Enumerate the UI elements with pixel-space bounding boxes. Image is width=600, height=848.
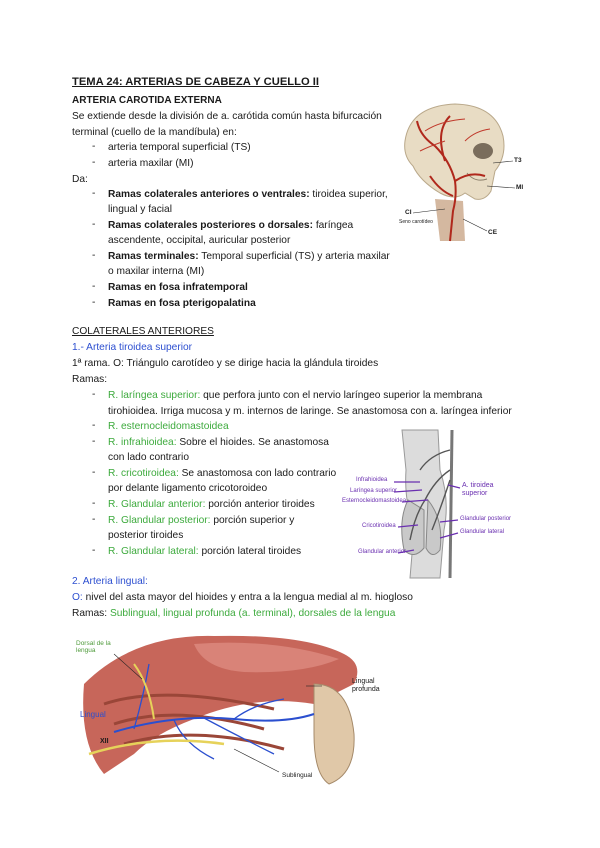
list-item: Ramas en fosa pterigopalatina <box>108 298 256 309</box>
list-bullet: - <box>92 514 96 525</box>
figure-label: MI <box>516 184 524 191</box>
list-item: arteria maxilar (MI) <box>108 158 194 169</box>
list-bullet: - <box>92 389 96 400</box>
list-item: Ramas terminales: Temporal superficial (TS) y arteria maxilar <box>108 251 390 262</box>
list-bullet: - <box>92 498 96 509</box>
list-bullet: - <box>92 436 96 447</box>
figure-label: Lingual <box>80 710 106 719</box>
list-item: R. infrahioidea: Sobre el hioides. Se anastomosa <box>108 437 329 448</box>
list-item: R. Glandular posterior: porción superior y <box>108 515 295 526</box>
tongue-artery-figure <box>74 624 380 788</box>
figure-label: Glandular posterior <box>460 516 512 522</box>
list-item-cont: con lado contrario <box>108 452 189 463</box>
section-heading: ARTERIA CAROTIDA EXTERNA <box>72 95 222 106</box>
list-bullet: - <box>92 141 96 152</box>
list-bullet: - <box>92 157 96 168</box>
list-bullet: - <box>92 188 96 199</box>
list-item: arteria temporal superficial (TS) <box>108 142 251 153</box>
list-bullet: - <box>92 467 96 478</box>
list-item-cont: tirohioidea. Irriga mucosa y m. internos de laringe. Se anastomosa con a. laríngea inferior <box>108 406 512 417</box>
figure-label: Infrahioidea <box>356 477 388 483</box>
figure-label: Glandular anterior <box>358 549 407 555</box>
figure-label: Cricotiroidea <box>362 523 396 529</box>
subsection-heading: 2. Arteria lingual: <box>72 576 148 587</box>
list-bullet: - <box>92 297 96 308</box>
list-item-cont: posterior tiroides <box>108 530 184 541</box>
page-title: TEMA 24: ARTERIAS DE CABEZA Y CUELLO II <box>72 76 319 88</box>
list-bullet: - <box>92 420 96 431</box>
figure-label: Glandular lateral <box>460 529 505 535</box>
list-item: Ramas en fosa infratemporal <box>108 282 248 293</box>
list-item: R. esternocleidomastoidea <box>108 421 229 432</box>
figure-label: Esternocleidomastoidea <box>342 498 407 504</box>
list-item: R. Glandular anterior: porción anterior tiroides <box>108 499 315 510</box>
origin-text: O: nivel del asta mayor del hioides y entra a la lengua medial al m. hiogloso <box>72 592 413 603</box>
figure-label: Seno carotídeo <box>399 219 433 225</box>
ramas-label: Ramas: <box>72 374 108 385</box>
figure-label: CE <box>488 229 498 236</box>
list-item: Ramas colaterales anteriores o ventrales: tiroidea superior, <box>108 189 388 200</box>
figure-label: Dorsal de la lengua <box>76 640 111 654</box>
figure-label: XII <box>100 738 109 745</box>
thyroid-artery-figure <box>340 430 523 578</box>
list-item-cont: o maxilar interna (MI) <box>108 266 205 277</box>
list-bullet: - <box>92 281 96 292</box>
figure-label: Sublingual <box>282 772 313 779</box>
figure-label: CI <box>405 209 412 216</box>
da-label: Da: <box>72 174 88 185</box>
origin-text: 1ª rama. O: Triángulo carotídeo y se dirige hacia la glándula tiroides <box>72 358 379 369</box>
list-item-cont: ascendente, occipital, auricular posterior <box>108 235 291 246</box>
intro-text: Se extiende desde la división de a. carótida común hasta bifurcación <box>72 111 382 122</box>
list-bullet: - <box>92 250 96 261</box>
figure-label: Laríngea superior <box>350 488 398 494</box>
intro-text: terminal (cuello de la mandíbula) en: <box>72 127 237 138</box>
figure-label: T3 <box>514 157 522 164</box>
subsection-heading: 1.- Arteria tiroidea superior <box>72 342 193 353</box>
figure-label: A. tiroidea superior <box>462 482 494 497</box>
list-bullet: - <box>92 219 96 230</box>
list-item-cont: lingual y facial <box>108 204 172 215</box>
list-bullet: - <box>92 545 96 556</box>
list-item: Ramas colaterales posteriores o dorsales: faríngea <box>108 220 354 231</box>
list-item: R. cricotiroidea: Se anastomosa con lado contrario <box>108 468 337 479</box>
list-item-cont: por delante ligamento cricotoroideo <box>108 483 268 494</box>
list-item: R. laríngea superior: que perfora junto con el nervio laríngeo superior la membrana <box>108 390 483 401</box>
list-item: R. Glandular lateral: porción lateral tiroides <box>108 546 302 557</box>
skull-artery-figure <box>395 101 533 241</box>
section-heading: COLATERALES ANTERIORES <box>72 326 214 337</box>
ramas-text: Ramas: Sublingual, lingual profunda (a. terminal), dorsales de la lengua <box>72 608 396 619</box>
figure-label: Lingual profunda <box>352 678 380 693</box>
